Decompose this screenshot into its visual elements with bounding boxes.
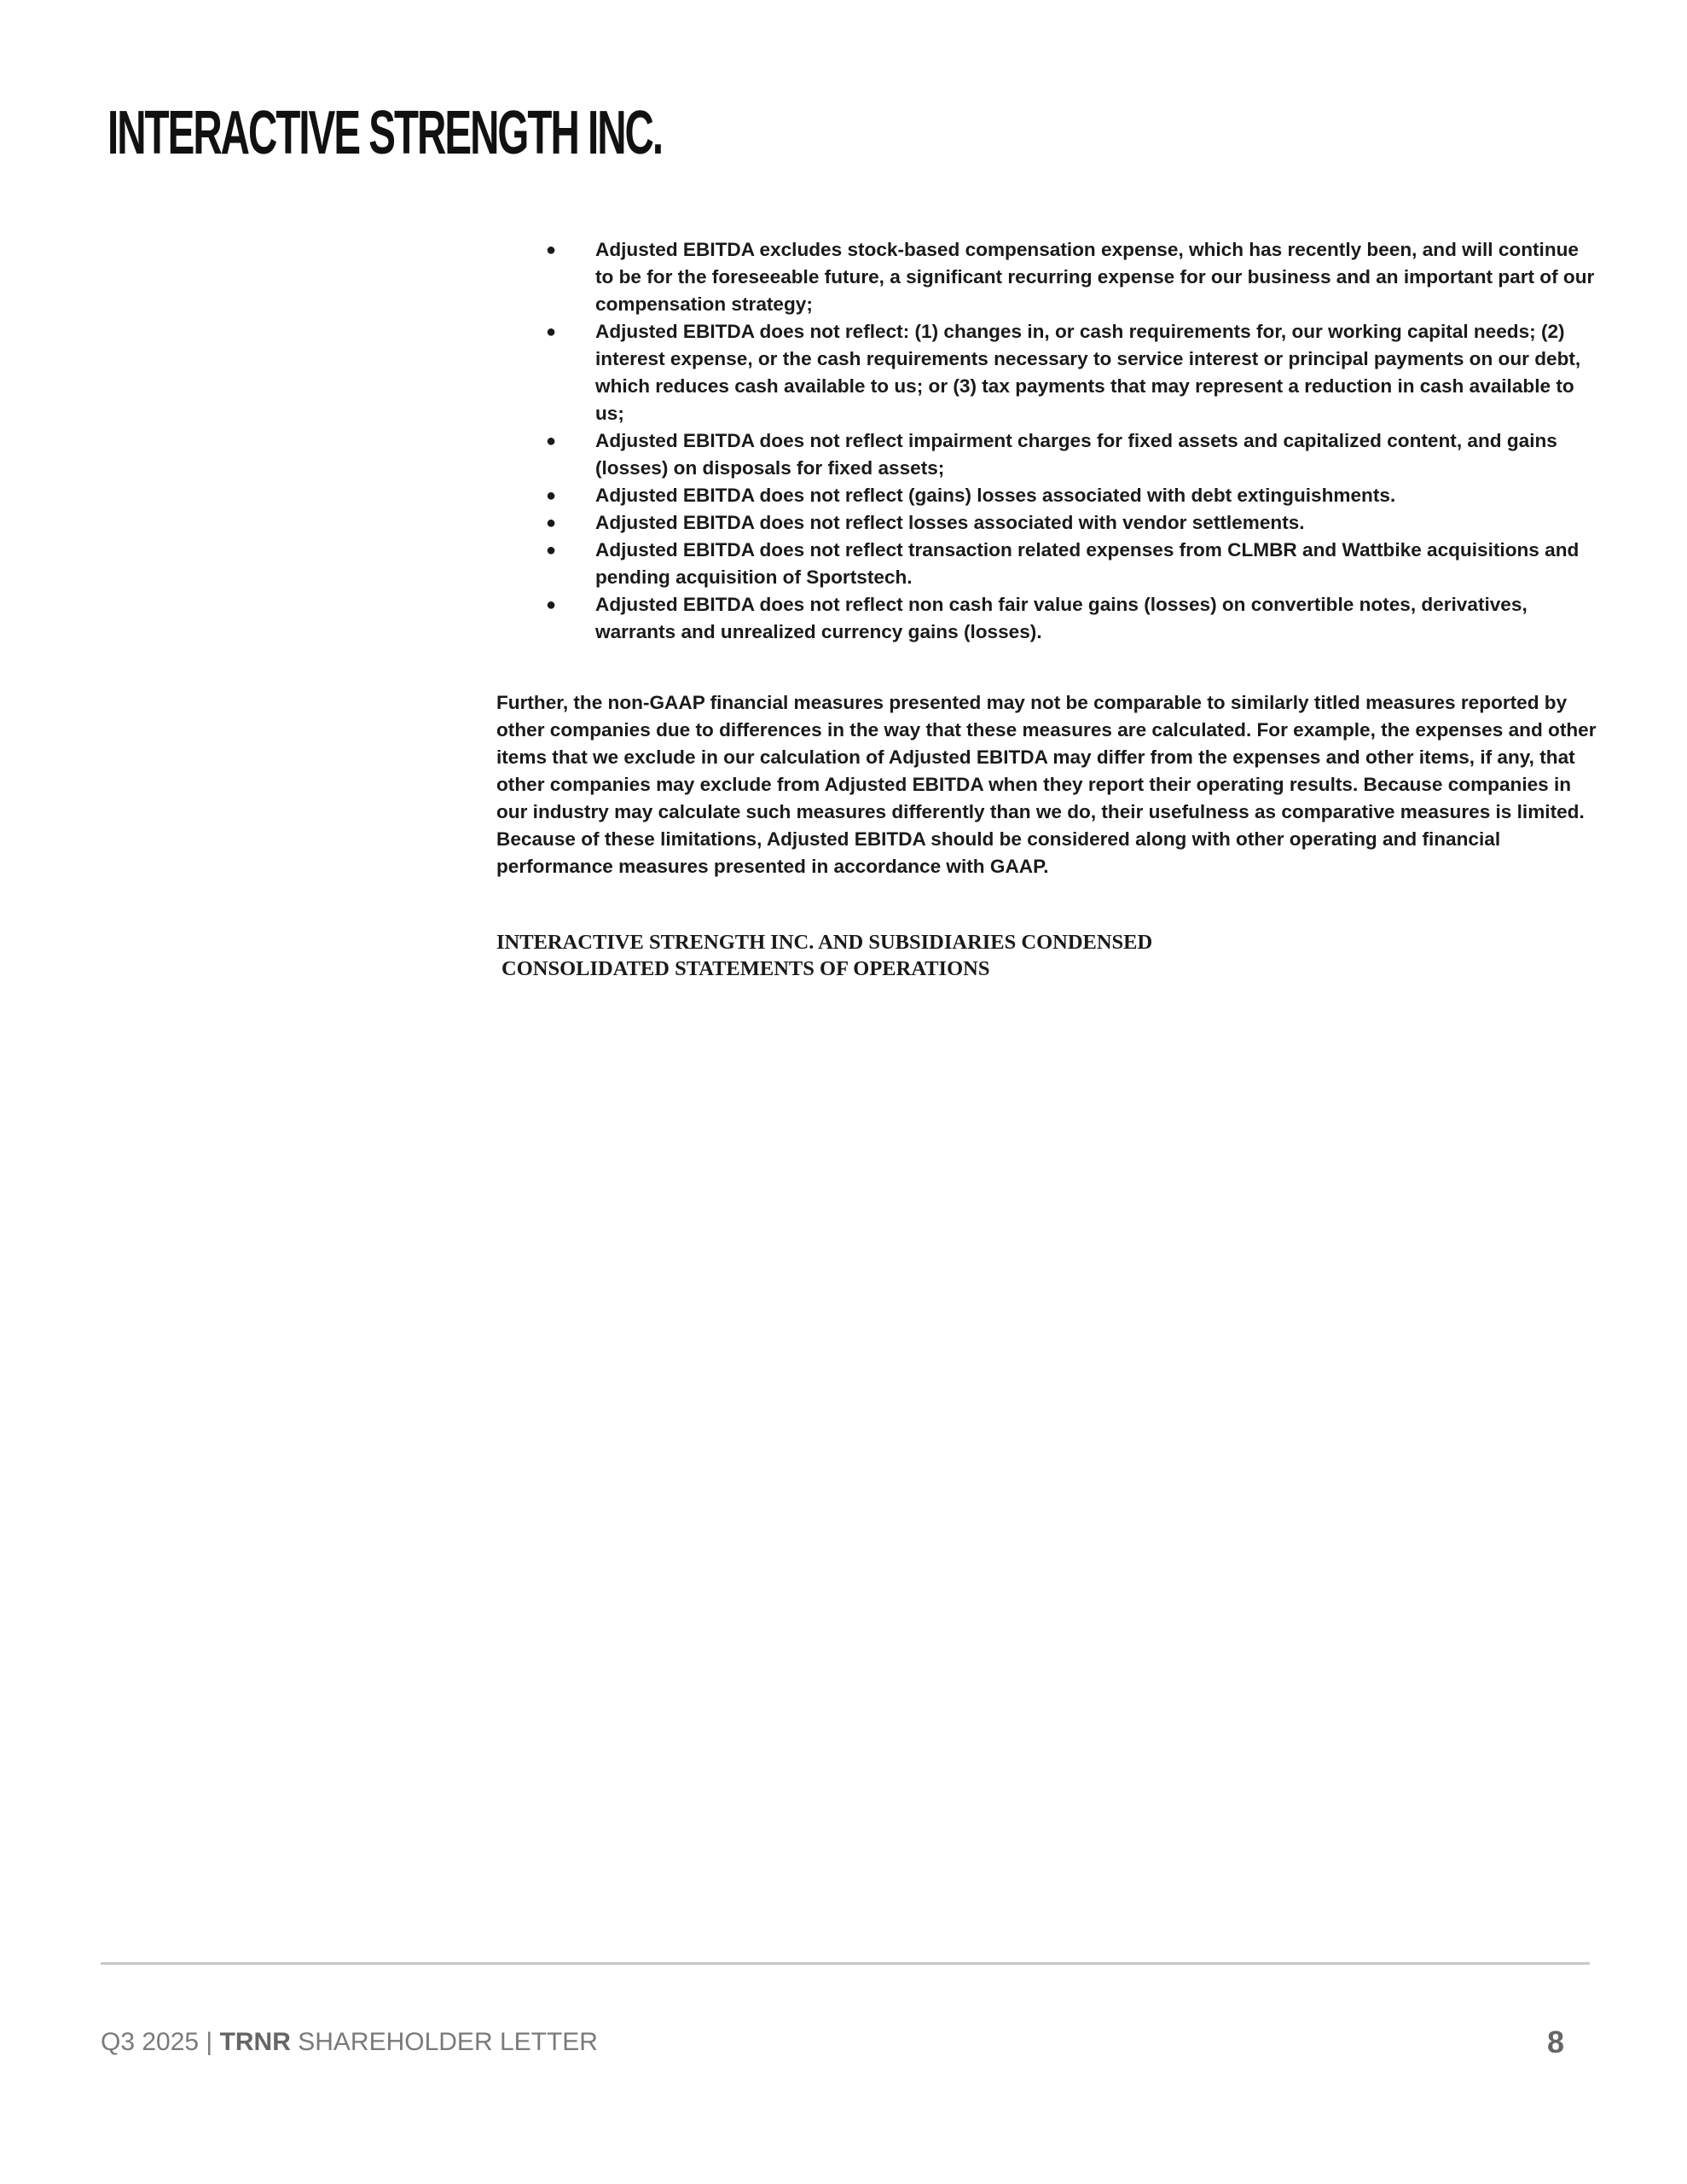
list-item (496, 482, 1597, 509)
statement-title-line-2: CONSOLIDATED STATEMENTS OF OPERATIONS (501, 957, 990, 980)
main-content (496, 236, 1597, 982)
bullet-icon: ● (546, 486, 557, 505)
footer-letter-label: SHAREHOLDER LETTER (290, 2028, 598, 2056)
list-item-text: Adjusted EBITDA excludes stock-based compensation expense, which has recently been, and will continue to be for the foreseeable future, a significant recurring expense for our business and an important part of our compensation strategy; (595, 239, 1595, 315)
footer-quarter: Q3 2025 | (101, 2028, 220, 2056)
statement-title (496, 929, 1597, 982)
company-logo: INTERACTIVE STRENGTH INC. (107, 99, 663, 167)
list-item-text: Adjusted EBITDA does not reflect losses associated with vendor settlements. (595, 512, 1305, 533)
footer-divider (101, 1962, 1590, 1965)
bullet-icon: ● (546, 595, 557, 614)
bullet-icon: ● (546, 432, 557, 450)
list-item-text: Adjusted EBITDA does not reflect transaction related expenses from CLMBR and Wattbike acquisitions and pending acquisition of Sportstech. (595, 539, 1580, 588)
list-item-text: Adjusted EBITDA does not reflect: (1) changes in, or cash requirements for, our working capital needs; (2) interest expense, or the cash requirements necessary to service interest or principal payments on our debt, which reduces cash available to us; or (3) tax payments that may represent a reduction in cash available to us; (595, 321, 1581, 424)
adjusted-ebitda-limitations-list (496, 236, 1597, 646)
footer-ticker: TRNR (219, 2028, 291, 2056)
page-number: 8 (1547, 2024, 1565, 2059)
list-item (496, 537, 1597, 591)
bullet-icon: ● (546, 241, 557, 259)
list-item (496, 509, 1597, 537)
bullet-icon: ● (546, 322, 557, 341)
list-item (496, 591, 1597, 646)
bullet-icon: ● (546, 541, 557, 560)
list-item-text: Adjusted EBITDA does not reflect impairment charges for fixed assets and capitalized content, and gains (losses) on disposals for fixed assets; (595, 430, 1557, 479)
statement-title-line-1: INTERACTIVE STRENGTH INC. AND SUBSIDIARIES CONDENSED (496, 931, 1153, 954)
list-item-text: Adjusted EBITDA does not reflect (gains) losses associated with debt extinguishments. (595, 485, 1396, 506)
list-item (496, 236, 1597, 318)
list-item-text: Adjusted EBITDA does not reflect non cash fair value gains (losses) on convertible notes, derivatives, warrants and unrealized currency gains (losses). (595, 594, 1528, 642)
list-item (496, 318, 1597, 427)
footer-label (101, 2025, 598, 2059)
non-gaap-comparability-paragraph: Further, the non-GAAP financial measures presented may not be comparable to similarly titled measures reported by other companies due to differences in the way that these measures are calculated. For example, the expenses and other items that we exclude in our calculation of Adjusted EBITDA may differ from the expenses and other items, if any, that other companies may exclude from Adjusted EBITDA when they report their operating results. Because companies in our industry may calculate such measures differently than we do, their usefulness as comparative measures is limited. Because of these limitations, Adjusted EBITDA should be considered along with other operating and financial performance measures presented in accordance with GAAP. (496, 692, 1597, 877)
list-item (496, 427, 1597, 482)
bullet-icon: ● (546, 514, 557, 532)
